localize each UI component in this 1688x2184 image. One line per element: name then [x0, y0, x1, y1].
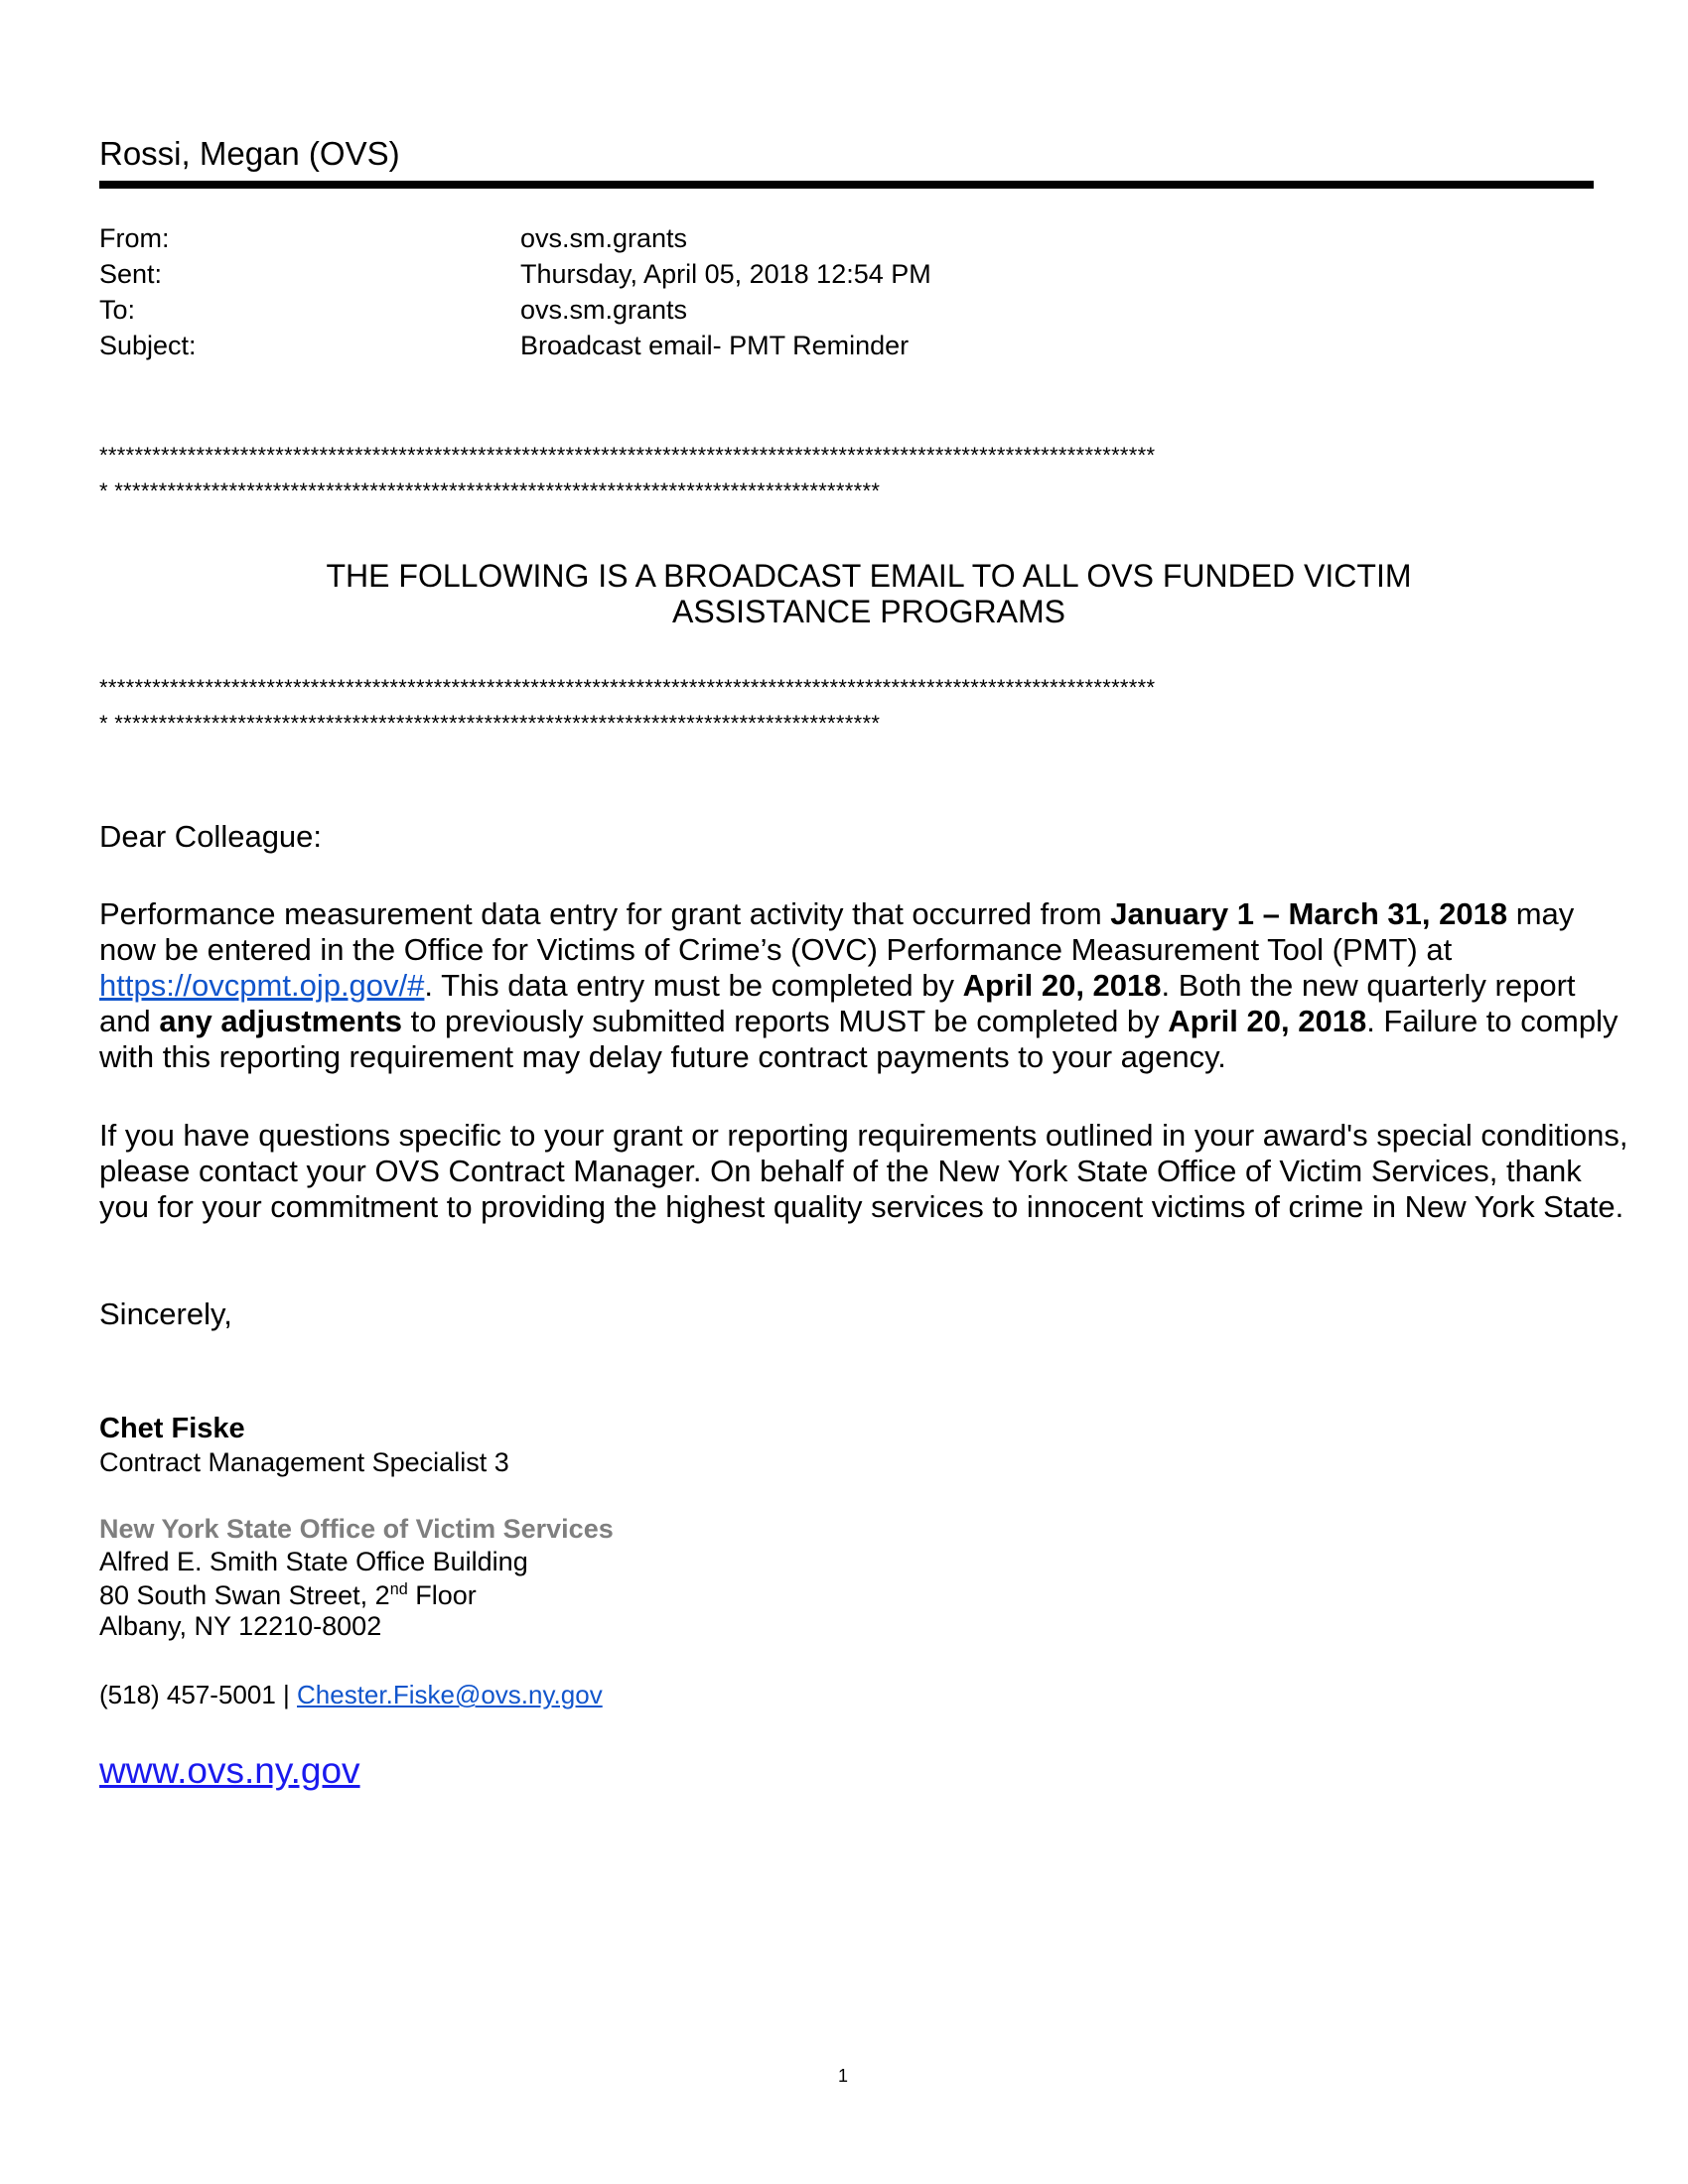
- from-value: ovs.sm.grants: [520, 223, 688, 253]
- signature-name: Chet Fiske: [99, 1413, 245, 1444]
- signature-organization: New York State Office of Victim Services: [99, 1514, 614, 1544]
- paragraph-text: . Failure to comply with this reporting requirement may delay future contract payments to your agency.: [99, 1004, 1618, 1074]
- phone-number: (518) 457-5001 |: [99, 1680, 297, 1709]
- to-value: ovs.sm.grants: [520, 295, 688, 325]
- signature-title: Contract Management Specialist 3: [99, 1447, 509, 1477]
- separator-line: * ***************************************************************************************: [99, 711, 881, 736]
- pmt-link[interactable]: https://ovcpmt.ojp.gov/#: [99, 968, 425, 1003]
- ordinal-suffix: nd: [389, 1580, 408, 1598]
- separator-line: ************************************************************************************************************************: [99, 443, 1156, 468]
- signature-street: [99, 1580, 477, 1611]
- reporting-period: January 1 – March 31, 2018: [1110, 896, 1508, 931]
- signature-contact: [99, 1680, 603, 1710]
- deadline-date: April 20, 2018: [962, 968, 1162, 1003]
- contact-paragraph: If you have questions specific to your grant or reporting requirements outlined in your award's special conditions, please contact your OVS Contract Manager. On behalf of the New York State Office of Victim Services, thank you for your commitment to providing the highest quality services to innocent victims of crime in New York State.: [99, 1118, 1628, 1224]
- subject-value: Broadcast email- PMT Reminder: [520, 331, 910, 360]
- banner-line: ASSISTANCE PROGRAMS: [672, 594, 1065, 629]
- street-text: 80 South Swan Street, 2: [99, 1580, 390, 1610]
- adjustments-emphasis: any adjustments: [159, 1004, 402, 1038]
- email-link[interactable]: Chester.Fiske@ovs.ny.gov: [297, 1680, 603, 1709]
- broadcast-banner: [99, 558, 1638, 629]
- greeting: Dear Colleague:: [99, 819, 323, 854]
- from-label: From:: [99, 223, 170, 253]
- reminder-paragraph: [99, 896, 1628, 1075]
- paragraph-text: may now be entered in the Office for Victims of Crime’s (OVC) Performance Measurement Tool (PMT) at: [99, 896, 1575, 967]
- paragraph-text: . Both the new quarterly report and: [99, 968, 1576, 1038]
- deadline-date: April 20, 2018: [1168, 1004, 1367, 1038]
- to-label: To:: [99, 295, 136, 325]
- paragraph-text: Performance measurement data entry for grant activity that occurred from: [99, 896, 1111, 931]
- sent-value: Thursday, April 05, 2018 12:54 PM: [520, 259, 931, 289]
- signature-city: Albany, NY 12210-8002: [99, 1611, 382, 1641]
- closing: Sincerely,: [99, 1297, 232, 1331]
- website-link[interactable]: www.ovs.ny.gov: [99, 1750, 360, 1791]
- subject-label: Subject:: [99, 331, 197, 360]
- header-rule: [99, 181, 1594, 189]
- paragraph-text: . This data entry must be completed by: [424, 968, 963, 1003]
- sent-label: Sent:: [99, 259, 163, 289]
- mailbox-owner: Rossi, Megan (OVS): [99, 135, 400, 172]
- signature-building: Alfred E. Smith State Office Building: [99, 1547, 528, 1576]
- page-number: 1: [838, 2066, 849, 2086]
- separator-line: ************************************************************************************************************************: [99, 675, 1156, 700]
- street-text: Floor: [407, 1580, 477, 1610]
- paragraph-text: to previously submitted reports MUST be completed by: [401, 1004, 1169, 1038]
- separator-line: * ***************************************************************************************: [99, 478, 881, 503]
- banner-line: THE FOLLOWING IS A BROADCAST EMAIL TO ALL OVS FUNDED VICTIM: [326, 558, 1412, 594]
